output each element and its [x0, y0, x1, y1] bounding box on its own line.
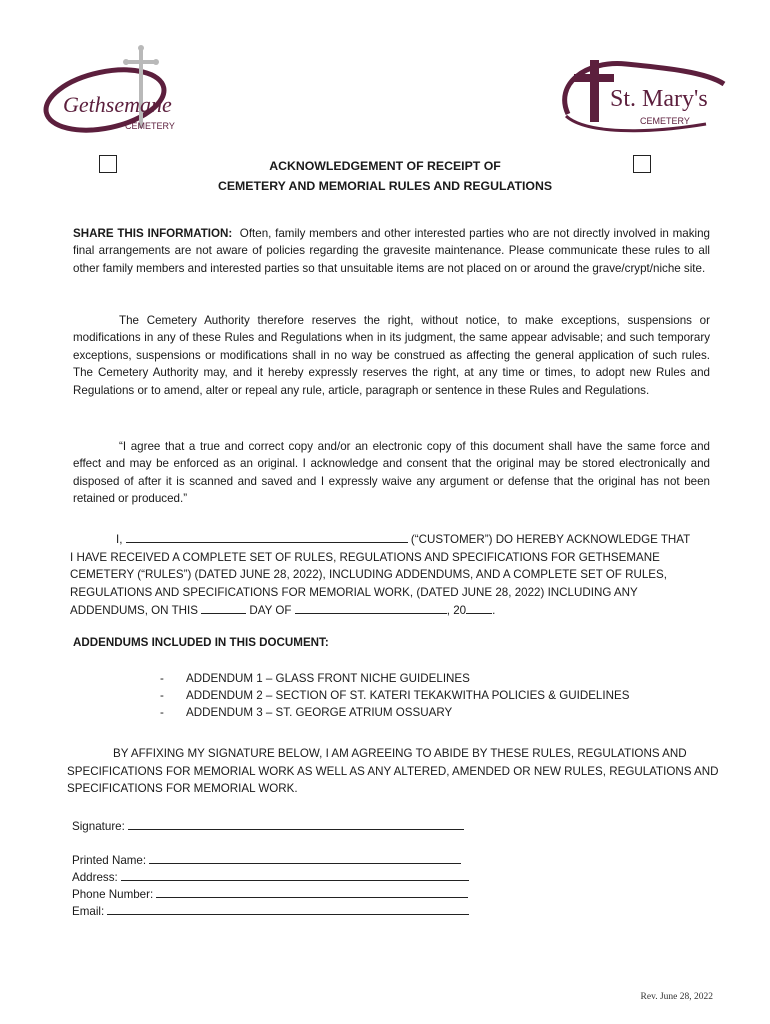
ack-line5-b: DAY OF: [246, 604, 295, 617]
acknowledgement-block: [70, 530, 710, 620]
gethsemane-logo-sub: CEMETERY: [125, 121, 175, 131]
phone-field: [72, 885, 468, 903]
email-label: Email:: [72, 905, 105, 918]
ack-line1-rest: (“CUSTOMER”) DO HEREBY ACKNOWLEDGE THAT: [407, 533, 691, 546]
address-field: [72, 868, 469, 886]
ack-line5-c: , 20: [446, 604, 467, 617]
revision-date: Rev. June 28, 2022: [640, 992, 713, 1002]
addendum-item: - ADDENDUM 3 – ST. GEORGE ATRIUM OSSUARY: [160, 706, 453, 719]
ack-line-3: CEMETERY (“RULES”) (DATED JUNE 28, 2022), INCLUDING ADDENDUMS, AND A COMPLETE SET OF RULES,: [70, 568, 667, 581]
addendum-item: - ADDENDUM 1 – GLASS FRONT NICHE GUIDELINES: [160, 672, 470, 685]
st-marys-logo: [556, 54, 736, 134]
signature-label: Signature:: [72, 820, 125, 833]
month-blank[interactable]: [295, 601, 447, 614]
signature-clause-line-3: SPECIFICATIONS FOR MEMORIAL WORK.: [67, 782, 298, 795]
phone-label: Phone Number:: [72, 888, 154, 901]
share-information-text: Often, family members and other interested parties who are not directly involved in making final arrangements are not aware of policies regarding the gravesite maintenance. Please communicate these rules to all other family members and interested parties so that unsuitable items are not placed on or around the grave/crypt/niche site.: [73, 227, 710, 275]
st-marys-logo-name: St. Mary's: [610, 86, 708, 112]
addendum-item: - ADDENDUM 2 – SECTION OF ST. KATERI TEKAKWITHA POLICIES & GUIDELINES: [160, 689, 630, 702]
addendums-heading: ADDENDUMS INCLUDED IN THIS DOCUMENT:: [73, 636, 329, 649]
agreement-text: “I agree that a true and correct copy and/or an electronic copy of this document shall have the same force and effect and may be enforced as an original. I acknowledge and consent that the original may be stored electronically and disposed of after it is scanned and saved and I expressly waive any argument or defense that the original has not been retained or produced.”: [73, 440, 710, 506]
signature-clause-line-1: BY AFFIXING MY SIGNATURE BELOW, I AM AGREEING TO ABIDE BY THESE RULES, REGULATIONS AND: [113, 747, 687, 760]
address-line[interactable]: [121, 868, 469, 881]
day-blank[interactable]: [201, 601, 246, 614]
authority-paragraph: [73, 312, 710, 399]
title-line-2: CEMETERY AND MEMORIAL RULES AND REGULATIONS: [217, 179, 553, 193]
ack-line5-a: ADDENDUMS, ON THIS: [70, 604, 202, 617]
authority-text: The Cemetery Authority therefore reserves the right, without notice, to make exceptions, suspensions or modifications in any of these Rules and Regulations when in its judgment, the same appear advisable; and such temporary exceptions, suspensions or modifications shall in no way be construed as affecting the general application of such rules. The Cemetery Authority may, and it hereby expressly reserves the right, at any time or times, to adopt new Rules and Regulations or to amend, alter or repeal any rule, article, paragraph or sentence in these Rules and Regulations.: [73, 314, 710, 397]
phone-line[interactable]: [156, 885, 468, 898]
address-label: Address:: [72, 871, 118, 884]
agreement-paragraph: [73, 438, 710, 508]
printed-name-label: Printed Name:: [72, 854, 147, 867]
st-marys-logo-graphic: [556, 54, 736, 134]
ack-line-2: I HAVE RECEIVED A COMPLETE SET OF RULES, REGULATIONS AND SPECIFICATIONS FOR GETHSEMANE: [70, 550, 660, 564]
ack-line5-d: .: [492, 604, 496, 617]
signature-clause-line-2: SPECIFICATIONS FOR MEMORIAL WORK AS WELL AS ANY ALTERED, AMENDED OR NEW RULES, REGULATIONS AND: [67, 764, 719, 778]
signature-field: [72, 817, 464, 835]
gethsemane-logo-graphic: [33, 44, 203, 136]
gethsemane-logo: [33, 44, 203, 136]
signature-clause: [67, 745, 727, 798]
email-field: [72, 902, 469, 920]
customer-name-blank[interactable]: [126, 530, 408, 543]
year-blank[interactable]: [466, 601, 492, 614]
ack-prefix: I,: [116, 533, 126, 546]
printed-name-field: [72, 851, 461, 869]
email-line[interactable]: [107, 902, 469, 915]
st-marys-logo-sub: CEMETERY: [640, 116, 690, 126]
signature-line[interactable]: [128, 817, 464, 830]
page-title: [0, 156, 770, 196]
title-line-1: ACKNOWLEDGEMENT OF RECEIPT OF: [269, 159, 501, 173]
printed-name-line[interactable]: [149, 851, 461, 864]
share-information-paragraph: [73, 225, 710, 277]
ack-line-4: REGULATIONS AND SPECIFICATIONS FOR MEMORIAL WORK, (DATED JUNE 28, 2022) INCLUDING ANY: [70, 585, 638, 599]
gethsemane-logo-name: Gethsemane: [63, 92, 172, 117]
share-information-label: SHARE THIS INFORMATION:: [73, 227, 233, 240]
